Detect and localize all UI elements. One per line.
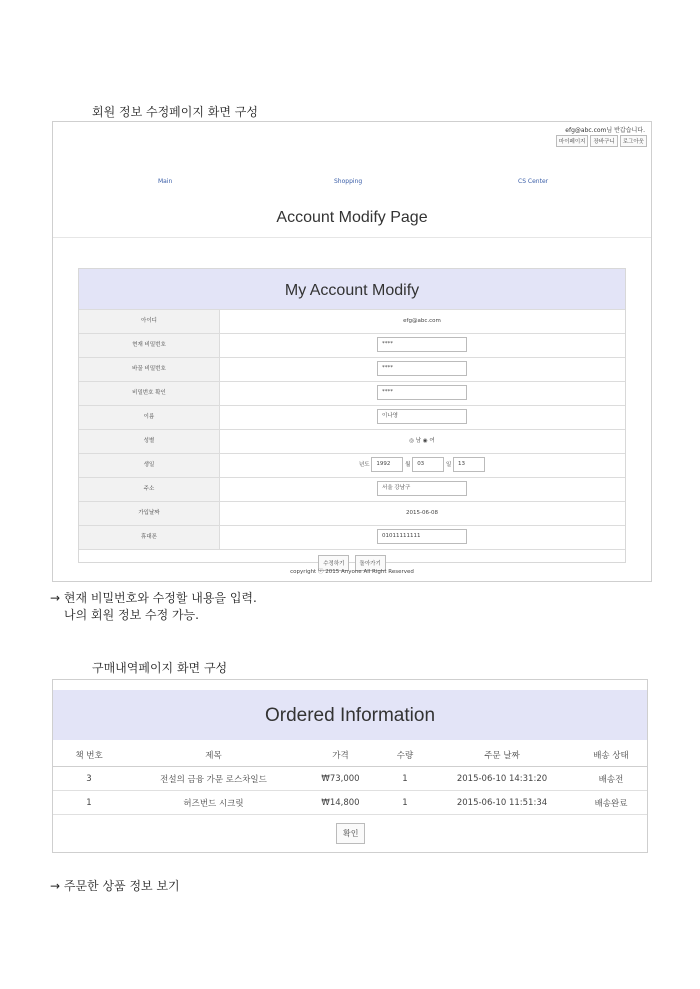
form-row-gender	[79, 429, 625, 453]
order-note: → 주문한 상품 정보 보기	[50, 879, 180, 893]
form-row-current-password	[79, 333, 625, 357]
col-order-date: 주문 날짜	[431, 744, 573, 767]
page-title: Account Modify Page	[276, 209, 428, 226]
form-row-id	[79, 309, 625, 333]
id-label: 아이디	[79, 310, 220, 333]
form-row-confirm-password	[79, 381, 625, 405]
nav-cs-center[interactable]: CS Center	[518, 178, 549, 185]
back-button[interactable]: 돌아가기	[355, 555, 386, 571]
book-title: 전설의 금융 가문 로스차일드	[125, 767, 302, 791]
delivery-status: 배송전	[573, 767, 648, 791]
book-number: 3	[53, 767, 125, 791]
book-title: 허즈번드 시크릿	[125, 791, 302, 815]
order-date: 2015-06-10 14:31:20	[431, 767, 573, 791]
account-modify-screenshot	[52, 121, 652, 582]
year-label: 년도	[358, 462, 370, 468]
confirm-password-input[interactable]: ****	[377, 385, 467, 400]
form-row-phone	[79, 525, 625, 549]
current-password-label: 현재 비밀번호	[79, 334, 220, 357]
col-title: 제목	[125, 744, 302, 767]
form-row-birth	[79, 453, 625, 477]
new-password-label: 바꿀 비밀번호	[79, 358, 220, 381]
form-row-join-date	[79, 501, 625, 525]
join-date-value: 2015-06-08	[406, 510, 438, 516]
book-number: 1	[53, 791, 125, 815]
col-book-number: 책 번호	[53, 744, 125, 767]
section-caption-order-history: 구매내역페이지 화면 구성	[92, 661, 228, 675]
form-row-address	[79, 477, 625, 501]
account-form	[78, 268, 626, 567]
phone-input[interactable]: 01011111111	[377, 529, 467, 544]
birth-year-input[interactable]: 1992	[371, 457, 403, 472]
section-caption-account-modify: 회원 정보 수정페이지 화면 구성	[92, 105, 258, 119]
order-table	[53, 744, 648, 815]
id-value: efg@abc.com	[403, 318, 441, 324]
table-row	[53, 767, 648, 791]
birth-label: 생일	[79, 454, 220, 477]
form-title: My Account Modify	[79, 269, 625, 309]
book-quantity: 1	[379, 791, 431, 815]
birth-day-input[interactable]: 13	[453, 457, 485, 472]
cart-link[interactable]: 장바구니	[590, 135, 617, 147]
form-row-new-password	[79, 357, 625, 381]
gender-label: 성별	[79, 430, 220, 453]
copyright: copyright ⓒ 2015 Anyone All Right Reserved	[290, 569, 414, 575]
mypage-link[interactable]: 마이페이지	[556, 135, 589, 147]
address-input[interactable]: 서울 강남구	[377, 481, 467, 496]
book-price: ₩14,800	[302, 791, 379, 815]
address-label: 주소	[79, 478, 220, 501]
nav-main[interactable]: Main	[158, 178, 173, 185]
col-quantity: 수량	[379, 744, 431, 767]
new-password-input[interactable]: ****	[377, 361, 467, 376]
book-quantity: 1	[379, 767, 431, 791]
month-label: 월	[405, 462, 411, 468]
welcome-text: efg@abc.com님 반갑습니다.	[565, 127, 645, 134]
table-row	[53, 791, 648, 815]
book-price: ₩73,000	[302, 767, 379, 791]
phone-label: 휴대폰	[79, 526, 220, 549]
gender-radio-group[interactable]: ◎ 남 ◉ 여	[409, 438, 435, 444]
name-input[interactable]: 이나영	[377, 409, 467, 424]
ordered-info-title: Ordered Information	[53, 690, 647, 740]
table-header-row	[53, 744, 648, 767]
col-price: 가격	[302, 744, 379, 767]
confirm-button[interactable]: 확인	[336, 823, 365, 844]
logout-link[interactable]: 로그아웃	[620, 135, 647, 147]
delivery-status: 배송완료	[573, 791, 648, 815]
nav-shopping[interactable]: Shopping	[334, 178, 363, 185]
day-label: 일	[445, 462, 452, 468]
name-label: 이름	[79, 406, 220, 429]
birth-month-input[interactable]: 03	[412, 457, 444, 472]
divider	[53, 237, 651, 238]
note-line-2: 나의 회원 정보 수정 가능.	[64, 608, 199, 622]
join-date-label: 가입날짜	[79, 502, 220, 525]
confirm-password-label: 비밀번호 확인	[79, 382, 220, 405]
current-password-input[interactable]: ****	[377, 337, 467, 352]
order-date: 2015-06-10 11:51:34	[431, 791, 573, 815]
note-line-1: → 현재 비밀번호와 수정할 내용을 입력.	[50, 591, 257, 605]
submit-modify-button[interactable]: 수정하기	[318, 555, 349, 571]
top-links	[556, 135, 647, 147]
form-row-name	[79, 405, 625, 429]
order-history-screenshot	[52, 679, 648, 853]
col-delivery-status: 배송 상태	[573, 744, 648, 767]
